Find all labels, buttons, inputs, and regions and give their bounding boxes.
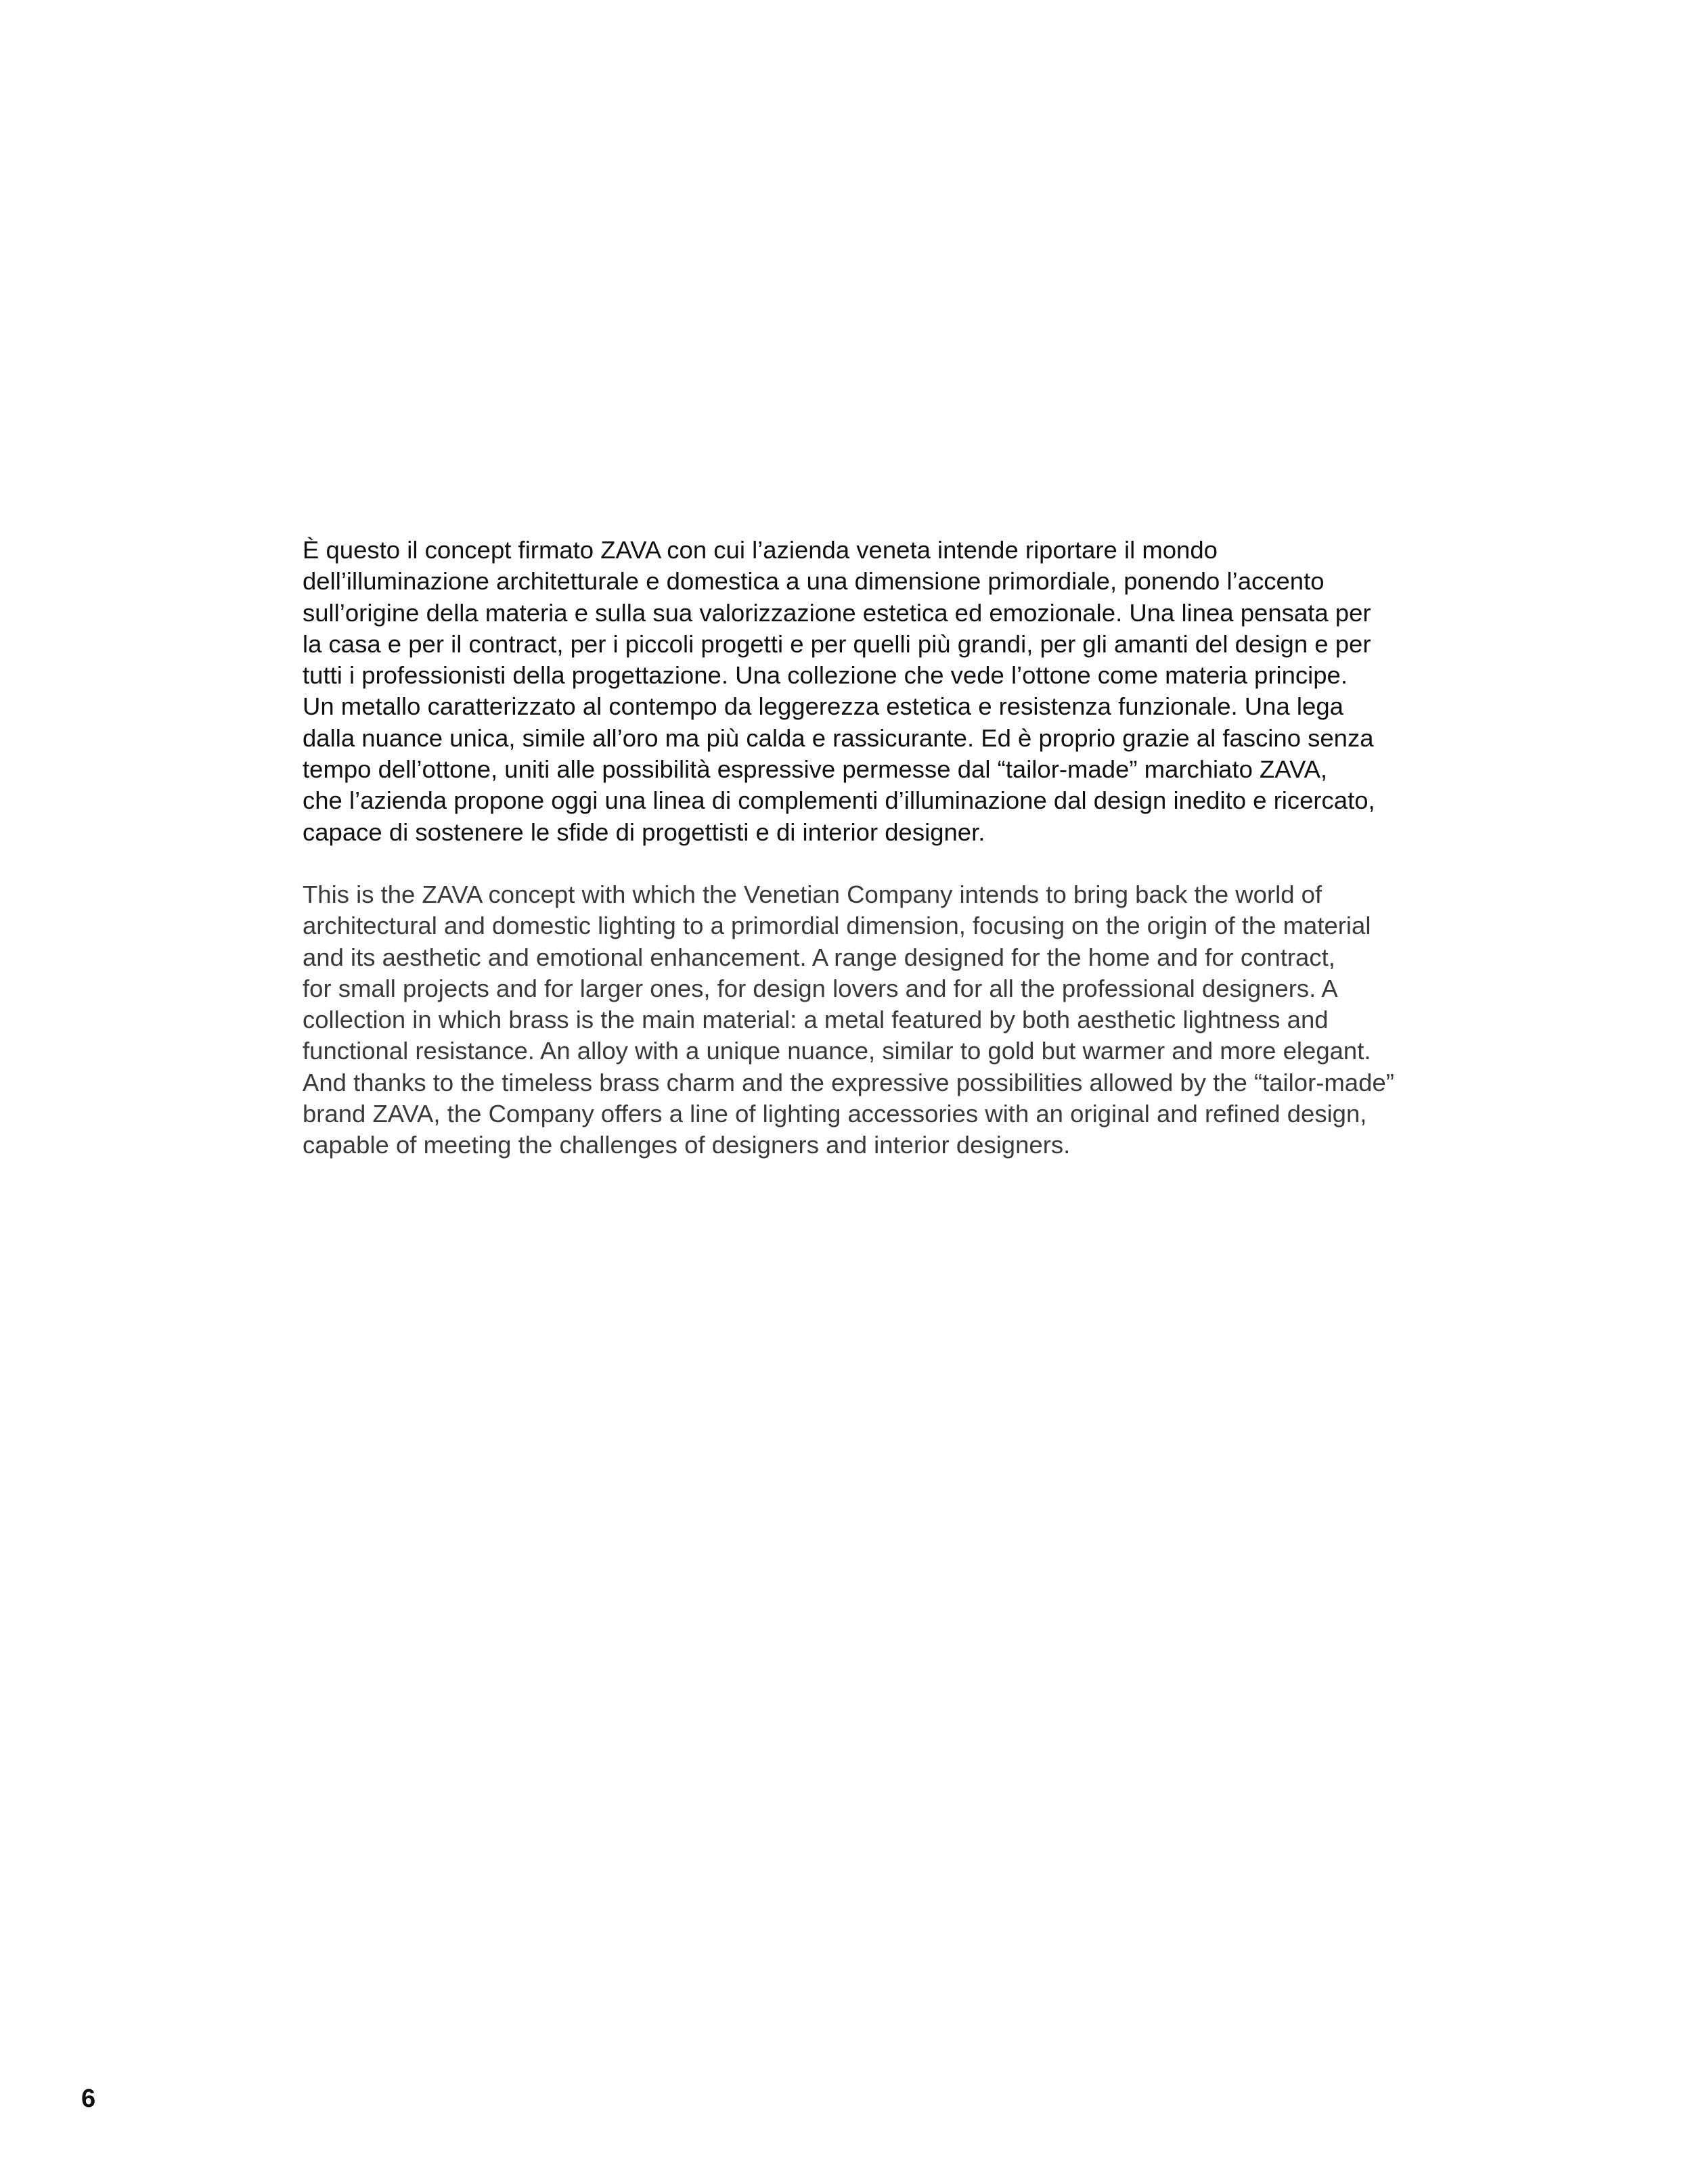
paragraph-line: functional resistance. An alloy with a unique nuance, similar to gold but warmer and more elegant. xyxy=(303,1037,1371,1065)
paragraph-line: tempo dell’ottone, uniti alle possibilità espressive permesse dal “tailor-made” marchiato ZAVA, xyxy=(303,755,1328,784)
paragraph-line: dalla nuance unica, simile all’oro ma più calda e rassicurante. Ed è proprio grazie al fascino senza xyxy=(303,723,1374,752)
paragraph-line: Un metallo caratterizzato al contempo da leggerezza estetica e resistenza funzionale. Una lega xyxy=(303,692,1343,721)
paragraph-line: dell’illuminazione architetturale e domestica a una dimensione primordiale, ponendo l’accento xyxy=(303,567,1325,596)
paragraph-line: che l’azienda propone oggi una linea di complementi d’illuminazione dal design inedito e ricercato, xyxy=(303,786,1375,815)
paragraph-line: architectural and domestic lighting to a primordial dimension, focusing on the origin of the material xyxy=(303,912,1371,940)
paragraph-line: And thanks to the timeless brass charm and the expressive possibilities allowed by the “tailor-made” xyxy=(303,1068,1394,1096)
page-number: 6 xyxy=(81,2085,96,2113)
paragraph-line: È questo il concept firmato ZAVA con cui l’azienda veneta intende riportare il mondo xyxy=(303,536,1218,564)
paragraph-line: for small projects and for larger ones, for design lovers and for all the professional designers. A xyxy=(303,974,1338,1002)
paragraph-line: capable of meeting the challenges of designers and interior designers. xyxy=(303,1131,1071,1159)
italian-paragraph xyxy=(303,535,1453,848)
paragraph-line: This is the ZAVA concept with which the Venetian Company intends to bring back the world of xyxy=(303,880,1322,908)
paragraph-line: capace di sostenere le sfide di progettisti e di interior designer. xyxy=(303,818,985,846)
paragraph-line: sull’origine della materia e sulla sua valorizzazione estetica ed emozionale. Una linea pensata per xyxy=(303,598,1371,627)
paragraph-line: la casa e per il contract, per i piccoli progetti e per quelli più grandi, per gli amanti del design e per xyxy=(303,629,1371,658)
body-text xyxy=(303,535,1453,1161)
paragraph-line: collection in which brass is the main material: a metal featured by both aesthetic lightness and xyxy=(303,1006,1329,1034)
paragraph-line: tutti i professionisti della progettazione. Una collezione che vede l’ottone come materia principe. xyxy=(303,661,1348,690)
paragraph-line: and its aesthetic and emotional enhancement. A range designed for the home and for contract, xyxy=(303,943,1335,971)
english-paragraph xyxy=(303,879,1453,1161)
paragraph-line: brand ZAVA, the Company offers a line of lighting accessories with an original and refined design, xyxy=(303,1100,1367,1128)
